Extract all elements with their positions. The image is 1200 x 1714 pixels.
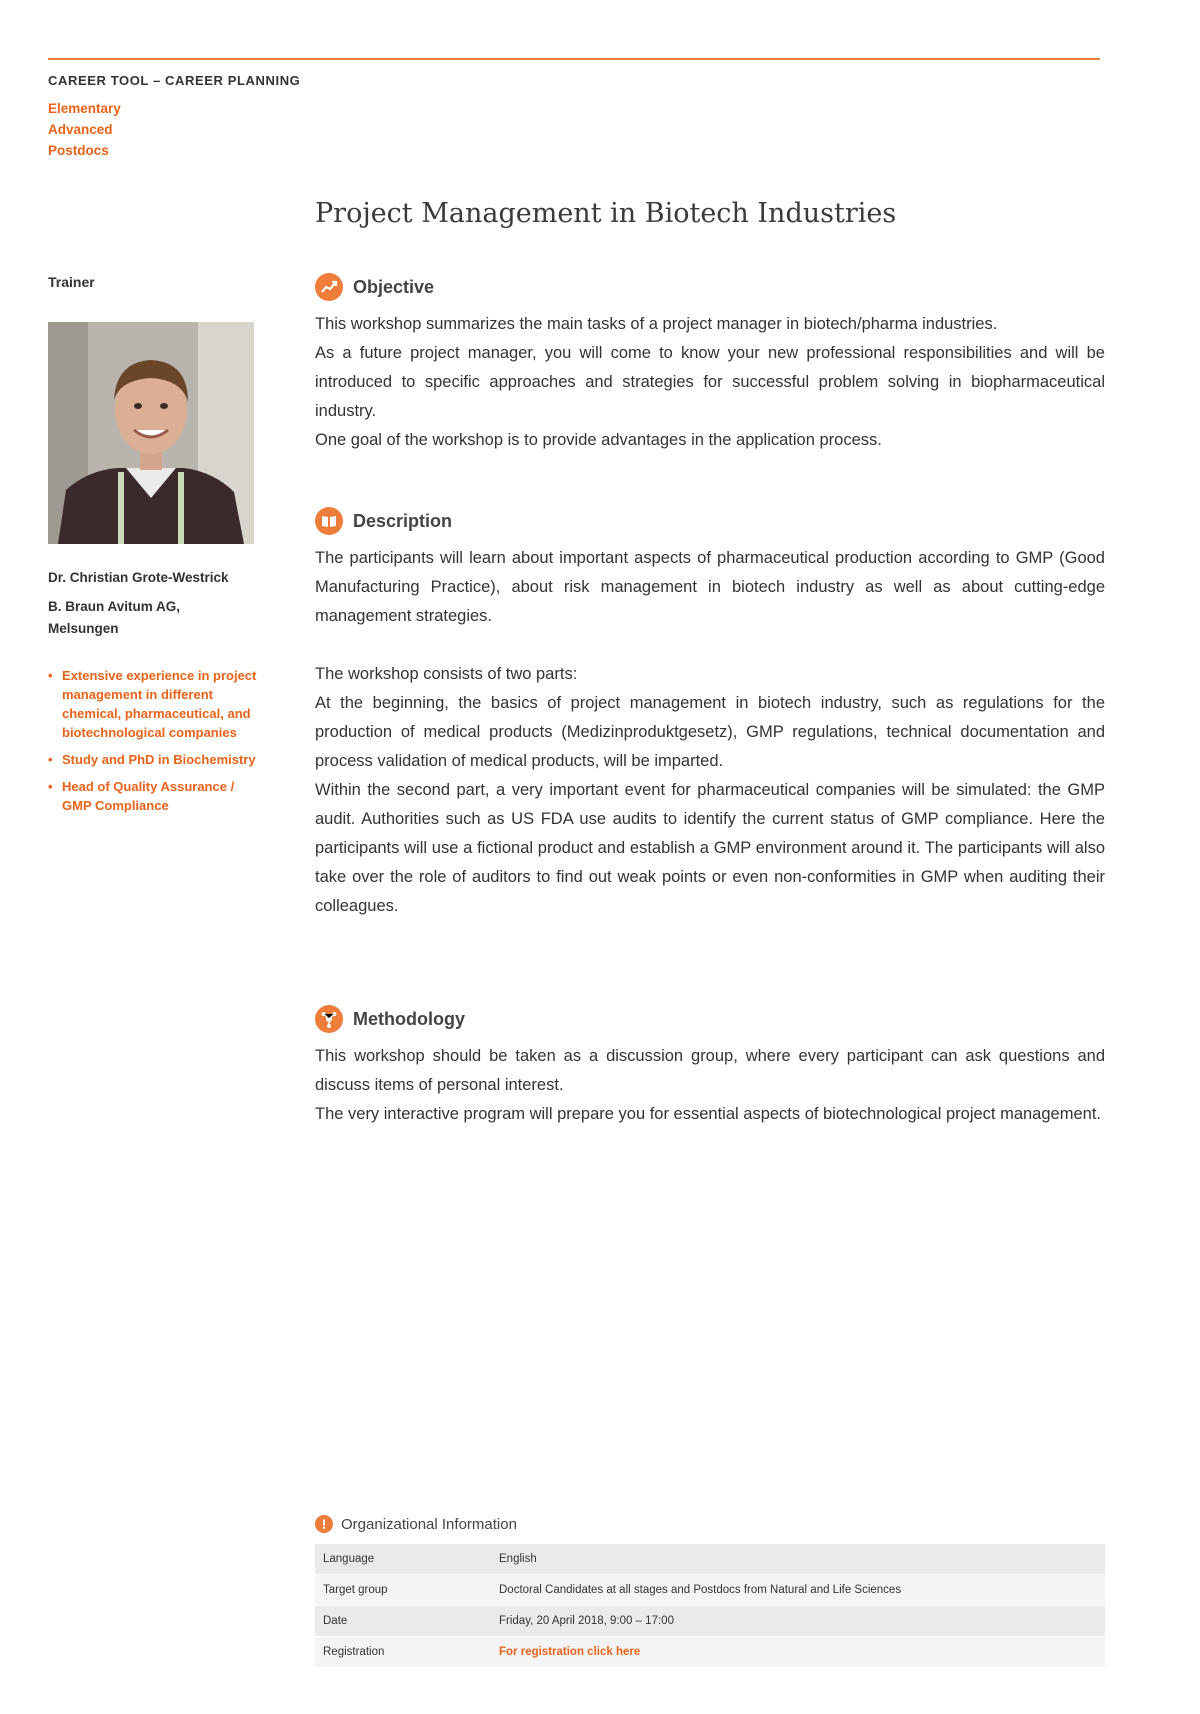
org-value: Friday, 20 April 2018, 9:00 – 17:00 [491, 1606, 1105, 1637]
org-value: Doctoral Candidates at all stages and Postdocs from Natural and Life Sciences [491, 1575, 1105, 1606]
org-key: Language [315, 1544, 491, 1575]
level-elementary: Elementary [48, 101, 121, 116]
org-key: Target group [315, 1575, 491, 1606]
level-advanced: Advanced [48, 122, 113, 137]
info-icon [315, 1515, 333, 1533]
network-icon [315, 1005, 343, 1033]
trainer-photo [48, 322, 254, 544]
objective-paragraph: One goal of the workshop is to provide advantages in the application process. [315, 431, 882, 449]
trainer-company-line1: B. Braun Avitum AG, [48, 599, 181, 614]
methodology-paragraph: The very interactive program will prepare you for essential aspects of biotechnological project management. [315, 1105, 1101, 1123]
section-label: CAREER TOOL – CAREER PLANNING [48, 73, 301, 88]
table-row [315, 1606, 1105, 1637]
org-info [315, 1512, 1105, 1668]
objective-heading: Objective [353, 276, 435, 297]
trainer-bullet-text: Extensive experience in project management in different chemical, pharmaceutical, and biotechnological companies [62, 668, 257, 740]
objective-paragraph: As a future project manager, you will come to know your new professional responsibilities and will be introduced to specific approaches and strategies for successful problem solving in biopharmaceutical industry. [315, 344, 1105, 420]
trainer-bullet: • Head of Quality Assurance / GMP Compliance [48, 779, 235, 813]
org-heading: Organizational Information [341, 1515, 517, 1533]
methodology-heading: Methodology [353, 1008, 465, 1029]
trainer-name: Dr. Christian Grote-Westrick [48, 570, 229, 585]
trainer-bullets [48, 666, 258, 823]
methodology-section [315, 1004, 1105, 1129]
trainer-company-line2: Melsungen [48, 621, 119, 636]
org-value [491, 1637, 1105, 1668]
objective-paragraph: This workshop summarizes the main tasks of a project manager in biotech/pharma industries. [315, 315, 998, 333]
description-section [315, 506, 1105, 921]
trainer-bullet-text: Head of Quality Assurance / GMP Compliance [62, 779, 235, 813]
objective-section [315, 272, 1105, 455]
registration-link[interactable]: For registration click here [499, 1646, 641, 1658]
top-rule [48, 58, 1100, 60]
org-key: Date [315, 1606, 491, 1637]
org-table [315, 1544, 1105, 1668]
book-icon [315, 507, 343, 535]
org-key: Registration [315, 1637, 491, 1668]
table-row [315, 1637, 1105, 1668]
description-paragraph: The participants will learn about important aspects of pharmaceutical production according to GMP (Good Manufacturing Practice), about risk management in biotech industry as well as about cutting-edge management strategies. [315, 549, 1105, 625]
trainer-bullet-text: Study and PhD in Biochemistry [62, 752, 256, 767]
description-paragraph: Within the second part, a very important event for pharmaceutical companies will be simulated: the GMP audit. Authorities such as US FDA use audits to identify the current status of GMP compliance. Here the participants will use a fictional product and establish a GMP environment around it. The participants will also take over the role of auditors to find out weak points or even non-conformities in GMP when auditing their colleagues. [315, 781, 1105, 915]
trainer-bullet: • Extensive experience in project management in different chemical, pharmaceutical, and biotechnological companies [48, 668, 257, 740]
org-value: English [491, 1544, 1105, 1575]
trainer-bullet: • Study and PhD in Biochemistry [48, 752, 256, 767]
table-row [315, 1575, 1105, 1606]
trainer-label: Trainer [48, 274, 95, 290]
level-postdocs: Postdocs [48, 143, 109, 158]
methodology-paragraph: This workshop should be taken as a discussion group, where every participant can ask questions and discuss items of personal interest. [315, 1047, 1105, 1094]
trainer-company [48, 596, 248, 640]
description-heading: Description [353, 510, 453, 531]
page-title: Project Management in Biotech Industries [315, 198, 897, 229]
table-row [315, 1544, 1105, 1575]
level-list [48, 98, 121, 161]
chart-icon [315, 273, 343, 301]
description-paragraph: The workshop consists of two parts: [315, 665, 578, 683]
description-paragraph: At the beginning, the basics of project management in biotech industry, such as regulations for the production of medical products (Medizinproduktgesetz), GMP regulations, technical documentation and process validation of medical products, will be imparted. [315, 694, 1105, 770]
